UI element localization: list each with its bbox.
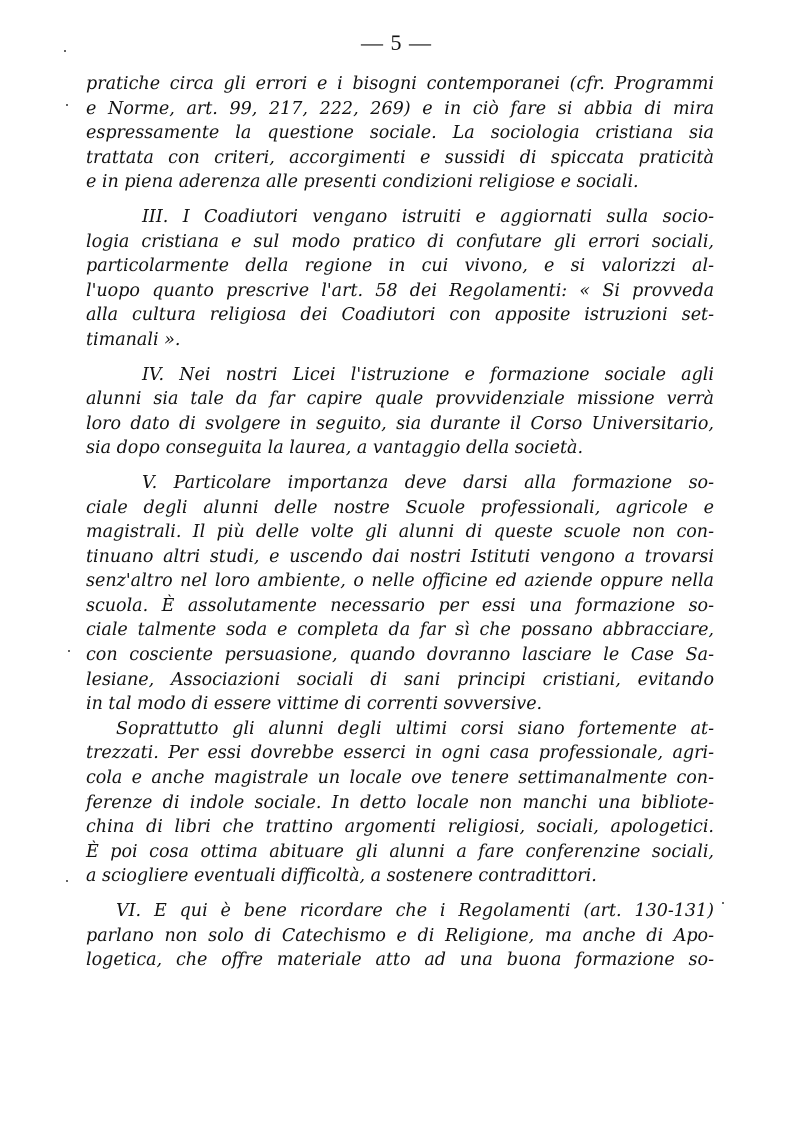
text-line: espressamente la questione sociale. La sociologia cristiana sia xyxy=(86,123,714,144)
text-line: e in piena aderenza alle presenti condizioni religiose e sociali. xyxy=(86,172,639,193)
text-line: alunni sia tale da far capire quale provvidenziale missione verrà xyxy=(86,389,714,410)
text-line: logia cristiana e sul modo pratico di confutare gli errori sociali, xyxy=(86,231,714,252)
text-line: tinuano altri studi, e uscendo dai nostri Istituti vengono a trovarsi xyxy=(86,546,714,567)
text-line: scuola. È assolutamente necessario per essi una formazione so- xyxy=(86,595,714,616)
paragraph-soprattutto xyxy=(86,717,714,889)
text-line: trattata con criteri, accorgimenti e sussidi di spiccata praticità xyxy=(86,147,714,168)
scan-speck xyxy=(68,650,70,652)
paragraph-v xyxy=(86,471,714,717)
text-line: logetica, che offre materiale atto ad una buona formazione so- xyxy=(86,950,714,971)
text-line: lesiane, Associazioni sociali di sani principi cristiani, evitando xyxy=(86,669,714,690)
text-line: a sciogliere eventuali difficoltà, a sostenere contradittori. xyxy=(86,866,597,887)
text-line: È poi cosa ottima abituare gli alunni a fare conferenzine sociali, xyxy=(86,841,714,862)
text-line: particolarmente della regione in cui vivono, e si valorizzi al- xyxy=(86,256,714,277)
body-text xyxy=(86,72,714,973)
text-line: IV. Nei nostri Licei l'istruzione e formazione sociale agli xyxy=(142,364,714,385)
text-line: III. I Coadiutori vengano istruiti e aggiornati sulla socio- xyxy=(142,206,714,227)
scan-speck xyxy=(722,902,724,904)
text-line: ferenze di indole sociale. In detto locale non manchi una bibliote- xyxy=(86,792,714,813)
text-line: magistrali. Il più delle volte gli alunni di queste scuole non con- xyxy=(86,522,714,543)
text-line: senz'altro nel loro ambiente, o nelle officine ed aziende oppure nella xyxy=(86,571,714,592)
scan-speck xyxy=(66,880,68,882)
paragraph-continuation xyxy=(86,72,714,195)
text-line: e Norme, art. 99, 217, 222, 269) e in ciò fare si abbia di mira xyxy=(86,98,714,119)
text-line: alla cultura religiosa dei Coadiutori con apposite istruzioni set- xyxy=(86,305,714,326)
text-line: pratiche circa gli errori e i bisogni contemporanei (cfr. Programmi xyxy=(86,74,714,94)
text-line: trezzati. Per essi dovrebbe esserci in ogni casa professionale, agri- xyxy=(86,743,714,764)
text-line: l'uopo quanto prescrive l'art. 58 dei Regolamenti: « Si provveda xyxy=(86,280,714,301)
paragraph-iv xyxy=(86,363,714,461)
text-line: con cosciente persuasione, quando dovranno lasciare le Case Sa- xyxy=(86,645,714,666)
text-line: china di libri che trattino argomenti religiosi, sociali, apologetici. xyxy=(86,817,714,838)
text-line: ciale degli alunni delle nostre Scuole professionali, agricole e xyxy=(86,497,714,518)
text-line: loro dato di svolgere in seguito, sia durante il Corso Universitario, xyxy=(86,413,714,434)
text-line: ciale talmente soda e completa da far sì che possano abbracciare, xyxy=(86,620,714,641)
text-line: in tal modo di essere vittime di correnti sovversive. xyxy=(86,694,543,715)
text-line: cola e anche magistrale un locale ove tenere settimanalmente con- xyxy=(86,768,714,789)
paragraph-vi xyxy=(86,899,714,973)
paragraph-iii xyxy=(86,205,714,353)
page-number: — 5 — xyxy=(361,30,432,55)
text-line: sia dopo conseguita la laurea, a vantaggio della società. xyxy=(86,438,584,459)
text-line: parlano non solo di Catechismo e di Religione, ma anche di Apo- xyxy=(86,925,714,946)
text-line: timanali ». xyxy=(86,329,181,350)
text-line: VI. E qui è bene ricordare che i Regolamenti (art. 130-131) xyxy=(116,901,714,921)
scan-speck xyxy=(64,50,66,52)
text-line: V. Particolare importanza deve darsi alla formazione so- xyxy=(142,472,714,493)
scan-speck xyxy=(66,104,68,106)
text-line: Soprattutto gli alunni degli ultimi corsi siano fortemente at- xyxy=(116,718,714,739)
